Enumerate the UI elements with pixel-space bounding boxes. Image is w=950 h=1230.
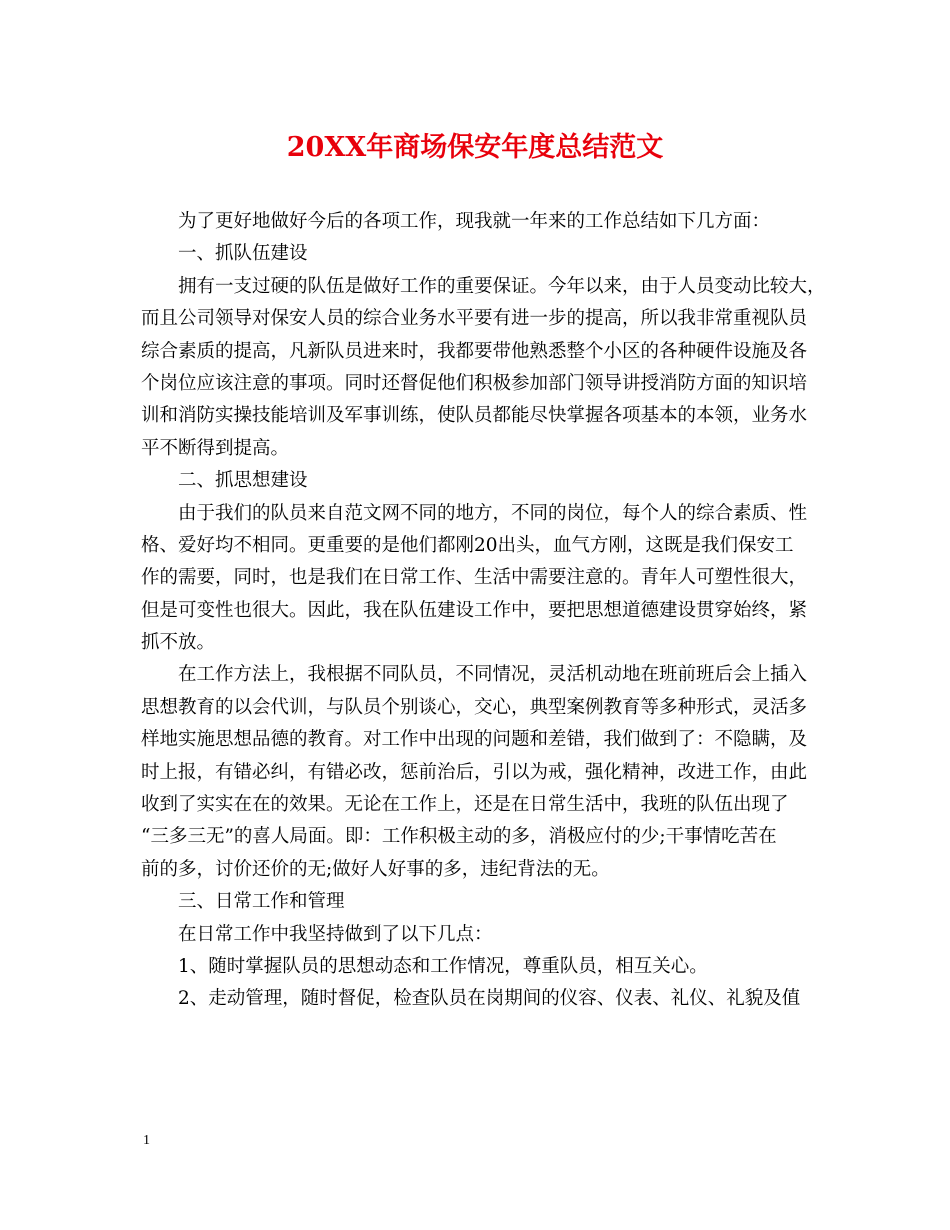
document-title: 20XX年商场保安年度总结范文 bbox=[286, 132, 664, 163]
text-line: 二、抓思想建设 bbox=[178, 470, 308, 492]
text-line: 2、走动管理，随时督促，检查队员在岗期间的仪容、仪表、礼仪、礼貌及值 bbox=[178, 988, 801, 1010]
document-body bbox=[141, 206, 826, 1016]
text-line: 平不断得到提高。 bbox=[141, 437, 290, 459]
text-line: 收到了实实在在的效果。无论在工作上，还是在日常生活中，我班的队伍出现了 bbox=[141, 794, 789, 816]
text-line: 作的需要，同时，也是我们在日常工作、生活中需要注意的。青年人可塑性很大， bbox=[141, 567, 808, 589]
text-line: 综合素质的提高，凡新队员进来时，我都要带他熟悉整个小区的各种硬件设施及各 bbox=[141, 340, 808, 362]
text-line: 而且公司领导对保安人员的综合业务水平要有进一步的提高，所以我非常重视队员 bbox=[141, 308, 808, 330]
text-line: 抓不放。 bbox=[141, 632, 216, 654]
text-line: “三多三无”的喜人局面。即：工作积极主动的多，消极应付的少;干事情吃苦在 bbox=[141, 826, 777, 848]
text-line: 思想教育的以会代训，与队员个别谈心，交心，典型案例教育等多种形式，灵活多 bbox=[141, 696, 808, 718]
text-line: 三、日常工作和管理 bbox=[178, 891, 345, 913]
page-number: 1 bbox=[143, 1133, 150, 1148]
text-line: 训和消防实操技能培训及军事训练，使队员都能尽快掌握各项基本的本领，业务水 bbox=[141, 405, 808, 427]
text-line: 但是可变性也很大。因此，我在队伍建设工作中，要把思想道德建设贯穿始终，紧 bbox=[141, 599, 808, 621]
text-line: 1、随时掌握队员的思想动态和工作情况，尊重队员，相互关心。 bbox=[178, 955, 708, 977]
text-line: 由于我们的队员来自范文网不同的地方，不同的岗位，每个人的综合素质、性 bbox=[178, 502, 808, 524]
text-line: 一、抓队伍建设 bbox=[178, 243, 308, 265]
text-line: 个岗位应该注意的事项。同时还督促他们积极参加部门领导讲授消防方面的知识培 bbox=[141, 372, 808, 394]
text-line: 样地实施思想品德的教育。对工作中出现的问题和差错，我们做到了：不隐瞒，及 bbox=[141, 729, 808, 751]
text-line: 时上报，有错必纠，有错必改，惩前治后，引以为戒，强化精神，改进工作，由此 bbox=[141, 761, 808, 783]
text-line: 格、爱好均不相同。更重要的是他们都刚20出头，血气方刚，这既是我们保安工 bbox=[141, 534, 794, 556]
text-line: 前的多，讨价还价的无;做好人好事的多，违纪背法的无。 bbox=[141, 858, 610, 880]
text-line: 为了更好地做好今后的各项工作，现我就一年来的工作总结如下几方面： bbox=[178, 211, 771, 232]
text-line: 拥有一支过硬的队伍是做好工作的重要保证。今年以来，由于人员变动比较大， bbox=[178, 275, 826, 297]
text-line: 在工作方法上，我根据不同队员，不同情况，灵活机动地在班前班后会上插入 bbox=[178, 664, 808, 686]
text-line: 在日常工作中我坚持做到了以下几点： bbox=[178, 923, 493, 945]
